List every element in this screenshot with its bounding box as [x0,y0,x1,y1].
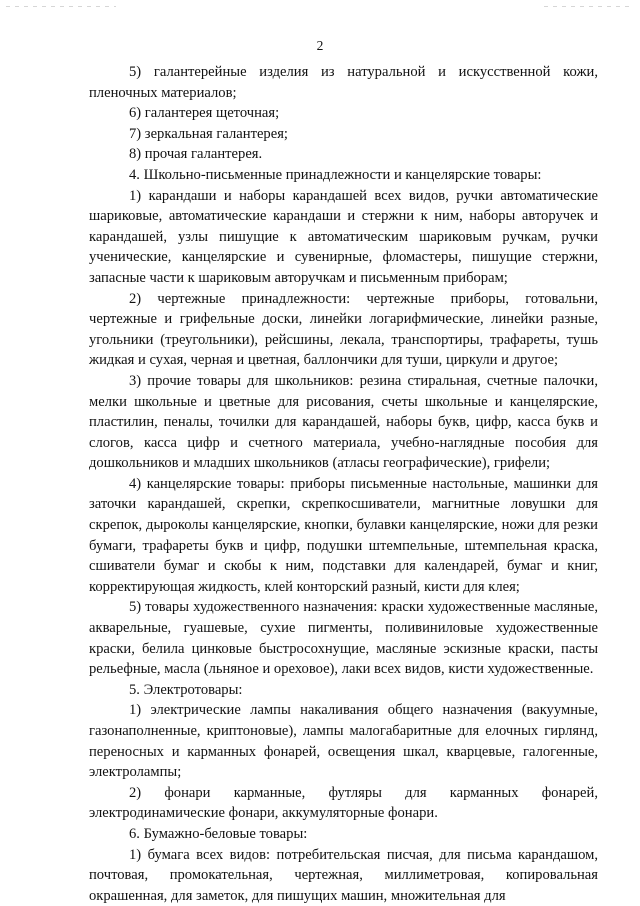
paragraph-art-supplies: 5) товары художественного назначения: краски художественные масляные, акварельные, гуашевые, сухие пигменты, поливиниловые художественные краски, белила цинковые быстросохнущие, масляные эскизные краски, пасты рельефные, масла (льняное и ореховое), лаки всех видов, кисти художественные. [89,599,598,678]
page-number: 2 [316,38,324,53]
document-body [89,62,598,906]
paragraph-item-7-mirror-goods: 7) зеркальная галантерея; [129,125,288,142]
paragraph-item-8-other-goods: 8) прочая галантерея. [129,146,263,163]
paragraph-office-supplies: 4) канцелярские товары: приборы письменные настольные, машинки для заточки карандашей, скрепки, скрепкосшиватели, магнитные ловушки для скрепок, дыроколы канцелярские, кнопки, булавки канцелярские, ножи для резки бумаги, трафареты букв и цифр, подушки штемпельные, штемпельная краска, сшиватели бумаг и скобы к ним, подставки для календарей, бумаг и книг, корректирующая жидкость, клей конторский разный, кисти для клея; [89,475,598,595]
section-heading-stationery: 4. Школьно-письменные принадлежности и канцелярские товары: [129,166,542,183]
scan-artifact [6,6,116,7]
paragraph-flashlights: 2) фонари карманные, футляры для карманных фонарей, электродинамические фонари, аккумуляторные фонари. [89,784,598,822]
paragraph-item-6-brush-goods: 6) галантерея щеточная; [129,105,280,122]
section-heading-paper-goods: 6. Бумажно-беловые товары: [129,825,308,842]
paragraph-drawing-supplies: 2) чертежные принадлежности: чертежные приборы, готовальни, чертежные и грифельные доски, линейки логарифмические, линейки разные, угольники (треугольники), рейсшины, лекала, транспортиры, трафареты, тушь жидкая и сухая, черная и цветная, баллончики для туши, циркули и другое; [89,290,598,369]
paragraph-pencils-pens: 1) карандаши и наборы карандашей всех видов, ручки автоматические шариковые, автоматические карандаши и стержни к ним, наборы авторучек и карандашей, узлы пишущие к автоматическим шариковым ручкам, ручки ученические, канцелярские и сувенирные, фломастеры, пишущие стержни, запасные части к шариковым авторучкам и письменным приборам; [89,187,598,286]
paragraph-item-5-leather-goods: 5) галантерейные изделия из натуральной и искусственной кожи, пленочных материалов; [89,64,598,101]
paragraph-school-supplies: 3) прочие товары для школьников: резина стиральная, счетные палочки, мелки школьные и цветные для рисования, счеты школьные и канцелярские, пластилин, пеналы, точилки для карандашей, наборы букв, цифр, касса букв и слогов, касса цифр и счетного материала, учебно-наглядные пособия для дошкольников и младших школьников (атласы географические), грифели; [89,372,598,472]
section-heading-electrical: 5. Электротовары: [129,681,243,698]
scan-artifact [544,6,634,7]
paragraph-light-bulbs: 1) электрические лампы накаливания общего назначения (вакуумные, газонаполненные, криптоновые), лампы малогабаритные для елочных гирлянд, переносных и карманных фонарей, освещения шкал, кварцевые, галогенные, электролампы; [89,702,598,781]
paragraph-paper-types: 1) бумага всех видов: потребительская писчая, для письма карандашом, почтовая, промокательная, чертежная, миллиметровая, копировальная окрашенная, для заметок, для пишущих машин, множительная для [89,846,598,904]
